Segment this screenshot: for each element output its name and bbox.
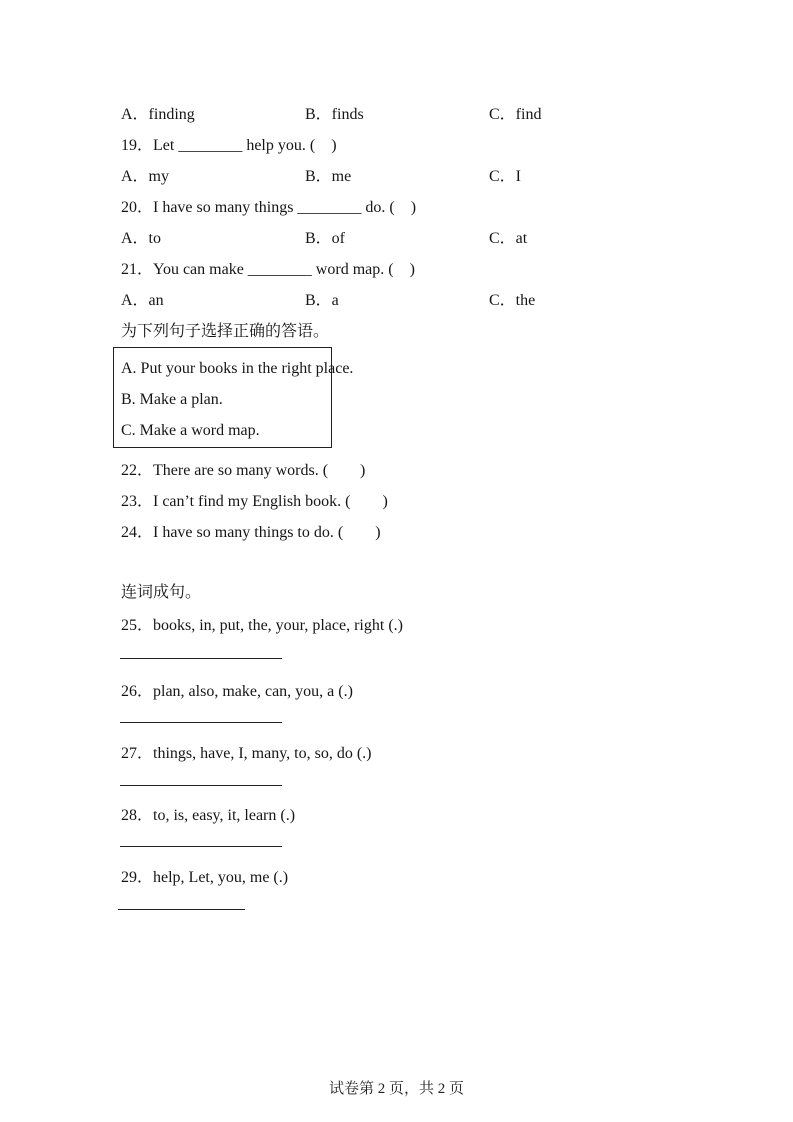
option-21-b: B．a [305,292,339,309]
options-row-19 [121,167,761,187]
answer-line-28 [120,846,282,847]
question-29: 29．help, Let, you, me (.) [121,869,289,886]
box-option-b: B. Make a plan. [121,391,223,408]
option-21-a: A．an [121,292,164,309]
box-option-a: A. Put your books in the right place. [121,360,354,377]
question-20: 20．I have so many things ________ do. ( ) [121,199,417,216]
option-18-b: B．finds [305,106,364,123]
box-option-c: C. Make a word map. [121,422,260,439]
option-20-b: B．of [305,230,346,247]
options-row-21 [121,291,761,311]
question-24: 24．I have so many things to do. ( ) [121,524,381,541]
option-18-a: A．finding [121,106,195,123]
question-25: 25．books, in, put, the, your, place, right (.) [121,617,403,634]
options-row-18 [121,105,761,125]
option-21-c: C．the [489,292,536,309]
answer-line-26 [120,722,282,723]
page-footer: 试卷第 2 页，共 2 页 [328,1081,464,1097]
question-23: 23．I can’t find my English book. ( ) [121,493,388,510]
answer-line-29 [118,909,245,910]
question-28: 28．to, is, easy, it, learn (.) [121,807,296,824]
question-22: 22．There are so many words. ( ) [121,462,366,479]
question-19: 19．Let ________ help you. ( ) [121,137,337,154]
option-19-b: B．me [305,168,352,185]
question-21: 21．You can make ________ word map. ( ) [121,261,415,278]
answer-line-25 [120,658,282,659]
answer-line-27 [120,785,282,786]
option-20-a: A．to [121,230,162,247]
section-heading-unscramble: 连词成句。 [121,584,202,601]
section-heading-choose-response: 为下列句子选择正确的答语。 [121,323,330,340]
option-18-c: C．find [489,106,542,123]
question-26: 26．plan, also, make, can, you, a (.) [121,683,353,700]
option-19-c: C．I [489,168,522,185]
question-27: 27．things, have, I, many, to, so, do (.) [121,745,372,762]
option-20-c: C．at [489,230,528,247]
options-row-20 [121,229,761,249]
option-19-a: A．my [121,168,170,185]
response-options-box [113,347,354,448]
